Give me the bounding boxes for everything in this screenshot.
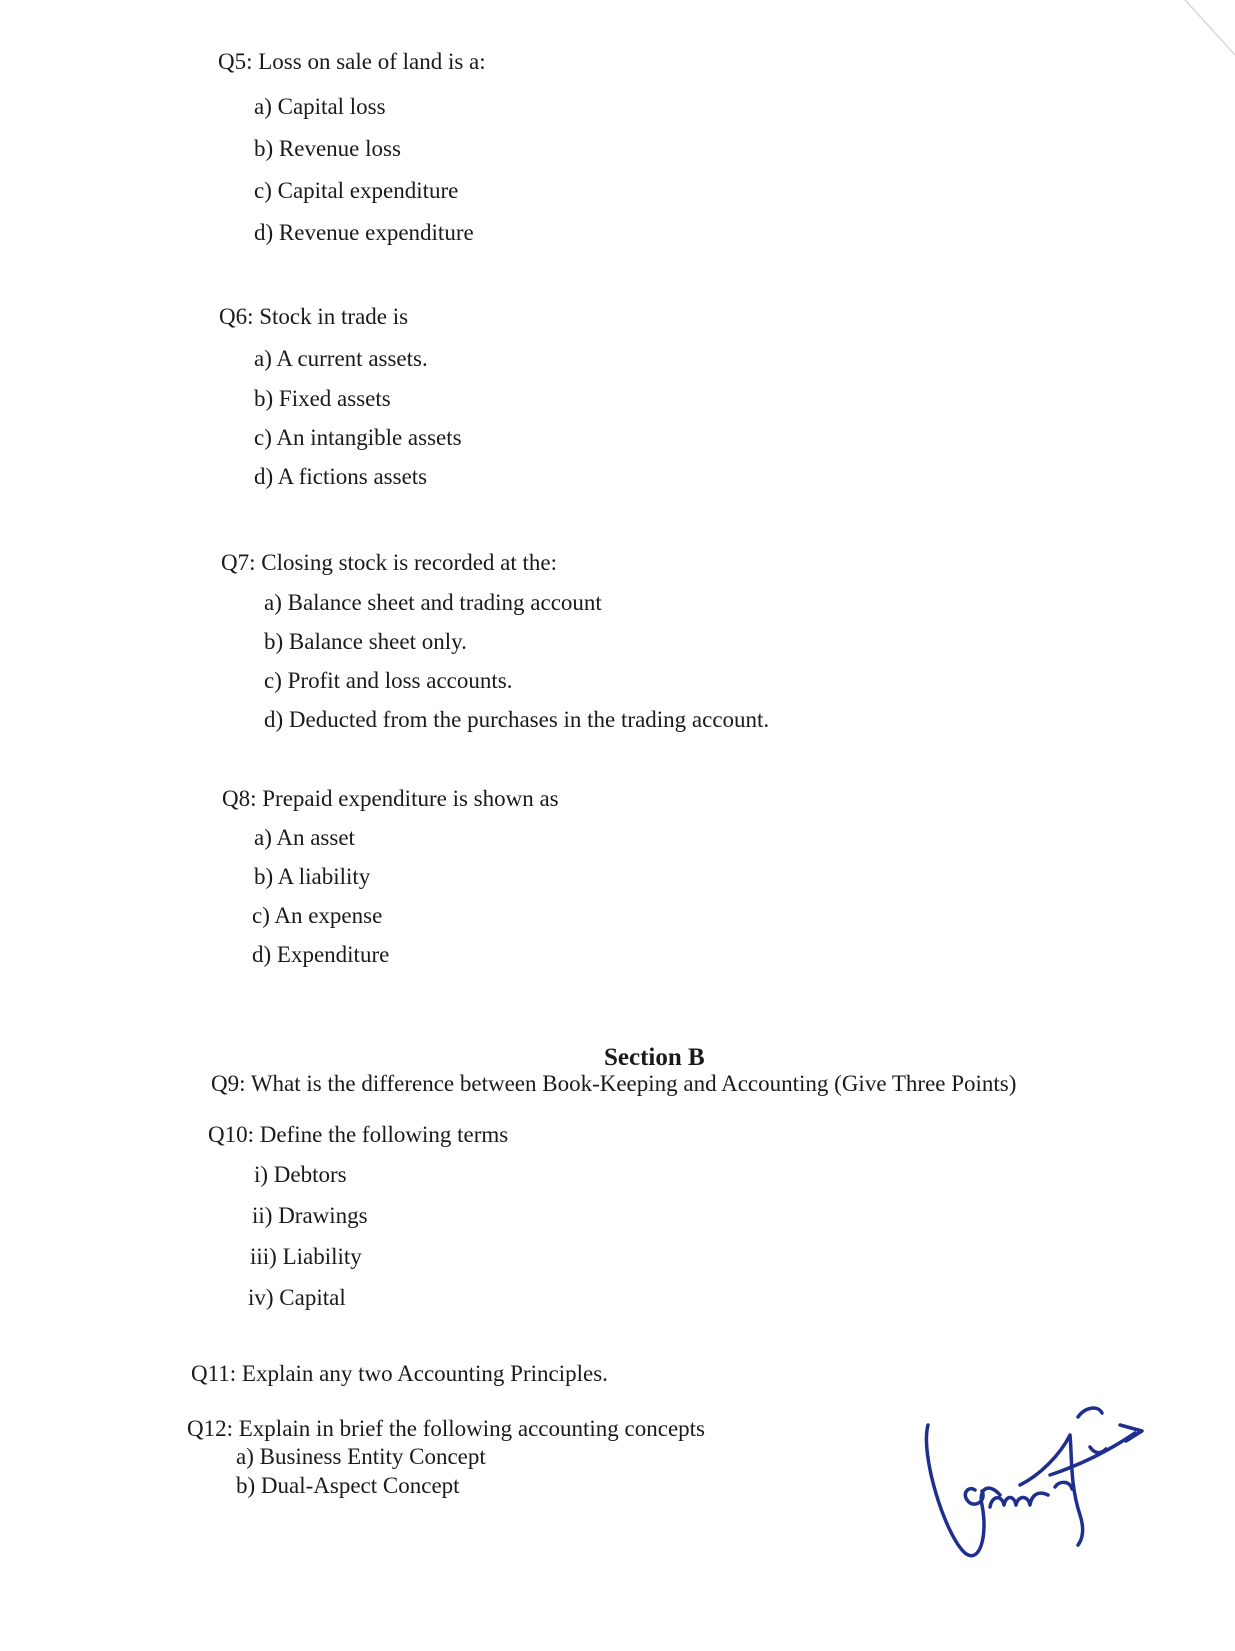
q7-option-b: b) Balance sheet only.: [264, 629, 467, 654]
q7-option-a: a) Balance sheet and trading account: [264, 590, 602, 615]
q12-option-a: a) Business Entity Concept: [236, 1444, 486, 1469]
q10-term-iii: iii) Liability: [250, 1244, 362, 1269]
q6-option-b: b) Fixed assets: [254, 386, 391, 411]
q7-option-c: c) Profit and loss accounts.: [264, 668, 513, 693]
section-b-title: Section B: [604, 1044, 705, 1071]
question-9: Q9: What is the difference between Book-Keeping and Accounting (Give Three Points): [211, 1071, 1017, 1096]
q8-option-a: a) An asset: [254, 825, 355, 850]
q5-option-c: c) Capital expenditure: [254, 178, 459, 203]
q6-option-a: a) A current assets.: [254, 346, 428, 371]
q5-option-b: b) Revenue loss: [254, 136, 401, 161]
q8-option-c: c) An expense: [252, 903, 383, 928]
question-10: Q10: Define the following terms: [208, 1122, 509, 1147]
question-5: Q5: Loss on sale of land is a:: [218, 49, 486, 74]
q10-term-ii: ii) Drawings: [252, 1203, 368, 1228]
question-11: Q11: Explain any two Accounting Principles.: [191, 1361, 608, 1386]
q8-option-d: d) Expenditure: [252, 942, 390, 967]
q5-option-a: a) Capital loss: [254, 94, 386, 119]
question-6: Q6: Stock in trade is: [219, 304, 409, 329]
page-corner-mark: [1175, 0, 1235, 60]
q8-option-b: b) A liability: [254, 864, 371, 889]
q5-option-d: d) Revenue expenditure: [254, 220, 474, 245]
q6-option-c: c) An intangible assets: [254, 425, 462, 450]
q10-term-i: i) Debtors: [254, 1162, 347, 1187]
q6-option-d: d) A fictions assets: [254, 464, 428, 489]
question-7: Q7: Closing stock is recorded at the:: [221, 550, 557, 575]
question-8: Q8: Prepaid expenditure is shown as: [222, 786, 559, 811]
handwritten-signature-icon: [920, 1395, 1160, 1570]
q12-option-b: b) Dual-Aspect Concept: [236, 1473, 460, 1498]
q10-term-iv: iv) Capital: [248, 1285, 346, 1310]
question-12: Q12: Explain in brief the following accounting concepts: [187, 1416, 706, 1441]
q7-option-d: d) Deducted from the purchases in the trading account.: [264, 707, 770, 732]
